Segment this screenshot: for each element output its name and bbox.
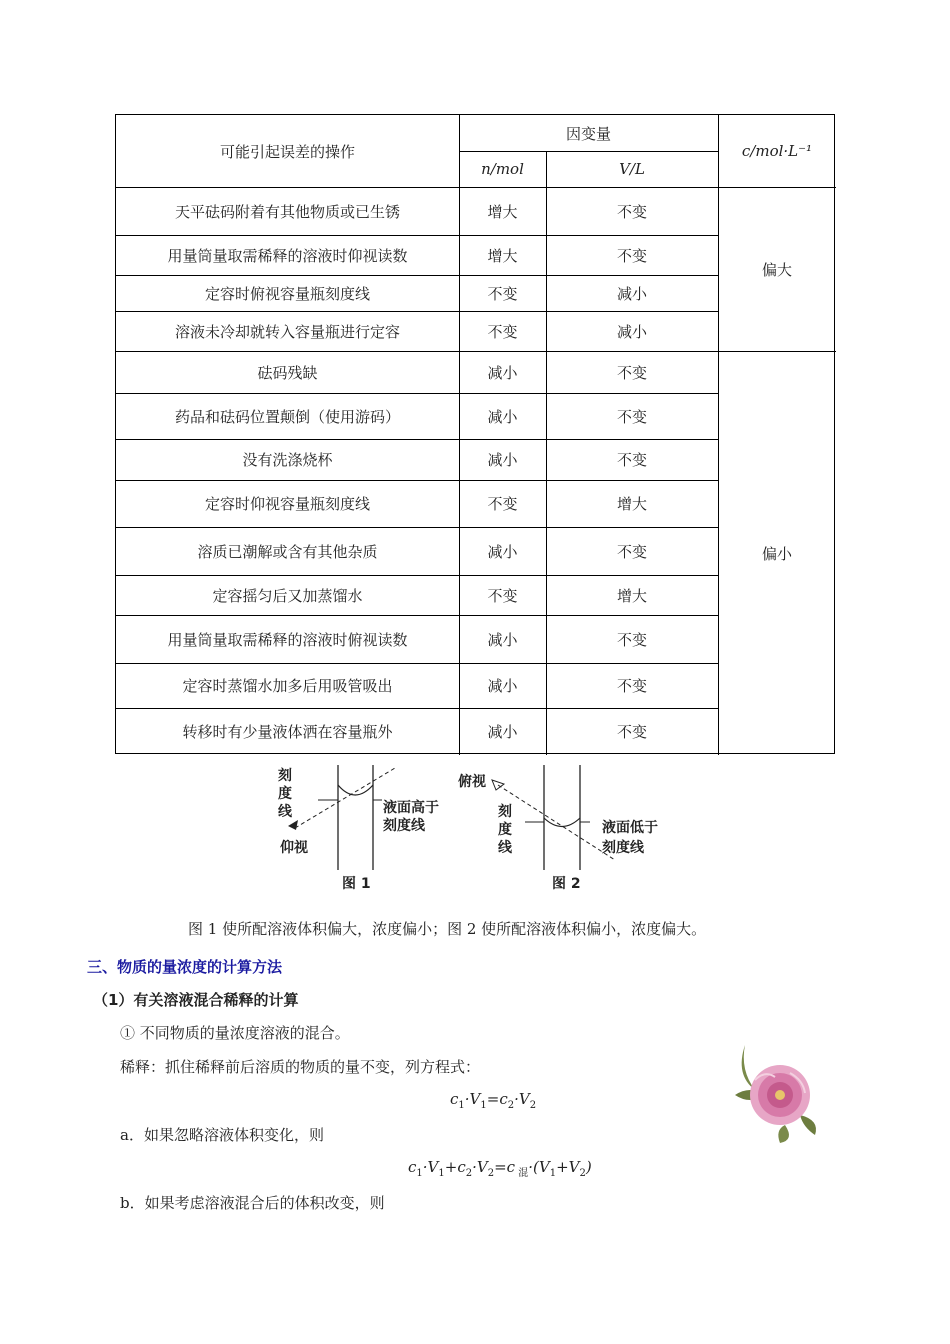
result-smaller: 偏小	[761, 544, 792, 563]
table-cell-operation: 定容时仰视容量瓶刻度线	[204, 495, 370, 513]
table-cell-operation: 定容时俯视容量瓶刻度线	[204, 284, 370, 303]
table-cell-v: 不变	[616, 630, 647, 649]
table-cell-v: 减小	[616, 322, 647, 341]
fig2-scale-char3: 线	[498, 840, 512, 856]
fig1-view: 仰视	[280, 840, 308, 856]
table-cell-v: 不变	[616, 202, 647, 221]
table-cell-n: 减小	[487, 677, 518, 695]
header-c: c/mol·L⁻¹	[741, 142, 813, 160]
fig1-note2: 刻度线	[383, 818, 425, 834]
formula-dilution: $c_1\cdot V_1=c_2\cdot V_2$	[450, 1090, 537, 1111]
dilute-text: 稀释：抓住稀释前后溶质的物质的量不变，列方程式：	[120, 1058, 481, 1076]
table-cell-n: 不变	[487, 495, 518, 513]
table-cell-operation: 定容摇匀后又加蒸馏水	[212, 586, 363, 605]
fig2-scale-char2: 度	[498, 822, 512, 838]
eye-icon	[288, 820, 298, 830]
flower-decoration	[725, 1035, 825, 1145]
table-cell-n: 不变	[487, 284, 518, 303]
item-1: ① 不同物质的量浓度溶液的混合。	[120, 1024, 350, 1042]
table-cell-operation: 用量筒量取需稀释的溶液时仰视读数	[167, 246, 408, 265]
fig1-caption: 图 1	[342, 876, 371, 892]
fig2-scale-char1: 刻	[498, 804, 512, 820]
fig2-note2: 刻度线	[602, 840, 644, 856]
table-cell-v: 减小	[616, 284, 647, 303]
figure-1	[278, 765, 439, 892]
table-cell-v: 不变	[616, 363, 647, 382]
table-cell-operation: 药品和砝码位置颠倒（使用游码）	[174, 407, 400, 426]
header-v: V/L	[619, 160, 645, 178]
header-dependent: 因变量	[565, 124, 611, 143]
fig2-caption: 图 2	[552, 876, 581, 892]
table-cell-v: 不变	[616, 677, 647, 695]
table-cell-n: 减小	[487, 363, 518, 382]
table-cell-operation: 溶质已潮解或含有其他杂质	[197, 542, 378, 561]
fig2-view: 俯视	[458, 774, 486, 790]
figure-2	[458, 765, 658, 892]
formula-mix: $c_1\cdot V_1+c_2\cdot V_2=c$ $_混\cdot(V_1+V_2)$	[408, 1158, 592, 1179]
table-cell-n: 增大	[487, 246, 518, 265]
table-cell-n: 增大	[487, 202, 518, 221]
table-cell-v: 增大	[616, 495, 647, 513]
table-cell-n: 不变	[487, 586, 518, 605]
table-cell-n: 减小	[487, 723, 518, 741]
table-cell-operation: 用量筒量取需稀释的溶液时俯视读数	[167, 630, 408, 649]
fig2-note1: 液面低于	[602, 820, 658, 836]
table-cell-operation: 天平砝码附着有其他物质或已生锈	[174, 202, 400, 221]
fig1-scale-char2: 度	[278, 786, 292, 802]
fig1-scale-char1: 刻	[278, 768, 292, 784]
table-cell-operation: 砝码残缺	[257, 363, 318, 382]
table-cell-v: 不变	[616, 451, 647, 469]
header-operation: 可能引起误差的操作	[219, 142, 355, 161]
table-cell-n: 减小	[487, 542, 518, 561]
header-n: n/mol	[481, 160, 524, 178]
table-cell-n: 减小	[487, 407, 518, 426]
table-cell-operation: 转移时有少量液体洒在容量瓶外	[182, 723, 393, 741]
case-b: b．如果考虑溶液混合后的体积改变，则	[120, 1194, 385, 1212]
table-cell-n: 减小	[487, 451, 518, 469]
table-cell-v: 不变	[616, 542, 647, 561]
table-cell-n: 减小	[487, 630, 518, 649]
error-analysis-table	[115, 114, 835, 754]
subsection-heading: （1）有关溶液混合稀释的计算	[93, 991, 299, 1009]
section-heading: 三、物质的量浓度的计算方法	[87, 958, 283, 976]
fig1-note1: 液面高于	[383, 800, 439, 816]
figure-explanation: 图 1 使所配溶液体积偏大，浓度偏小；图 2 使所配溶液体积偏小，浓度偏大。	[188, 920, 707, 938]
case-a: a．如果忽略溶液体积变化，则	[120, 1126, 324, 1144]
table-cell-v: 不变	[616, 723, 647, 741]
table-cell-v: 不变	[616, 407, 647, 426]
meniscus-figures	[270, 760, 690, 900]
table-cell-v: 增大	[616, 586, 647, 605]
fig1-scale-char3: 线	[278, 804, 292, 820]
table-cell-operation: 定容时蒸馏水加多后用吸管吸出	[182, 677, 393, 695]
table-cell-operation: 没有洗涤烧杯	[242, 451, 333, 469]
table-cell-operation: 溶液未冷却就转入容量瓶进行定容	[174, 322, 400, 341]
result-larger: 偏大	[761, 260, 792, 279]
table-cell-v: 不变	[616, 246, 647, 265]
table-cell-n: 不变	[487, 322, 518, 341]
